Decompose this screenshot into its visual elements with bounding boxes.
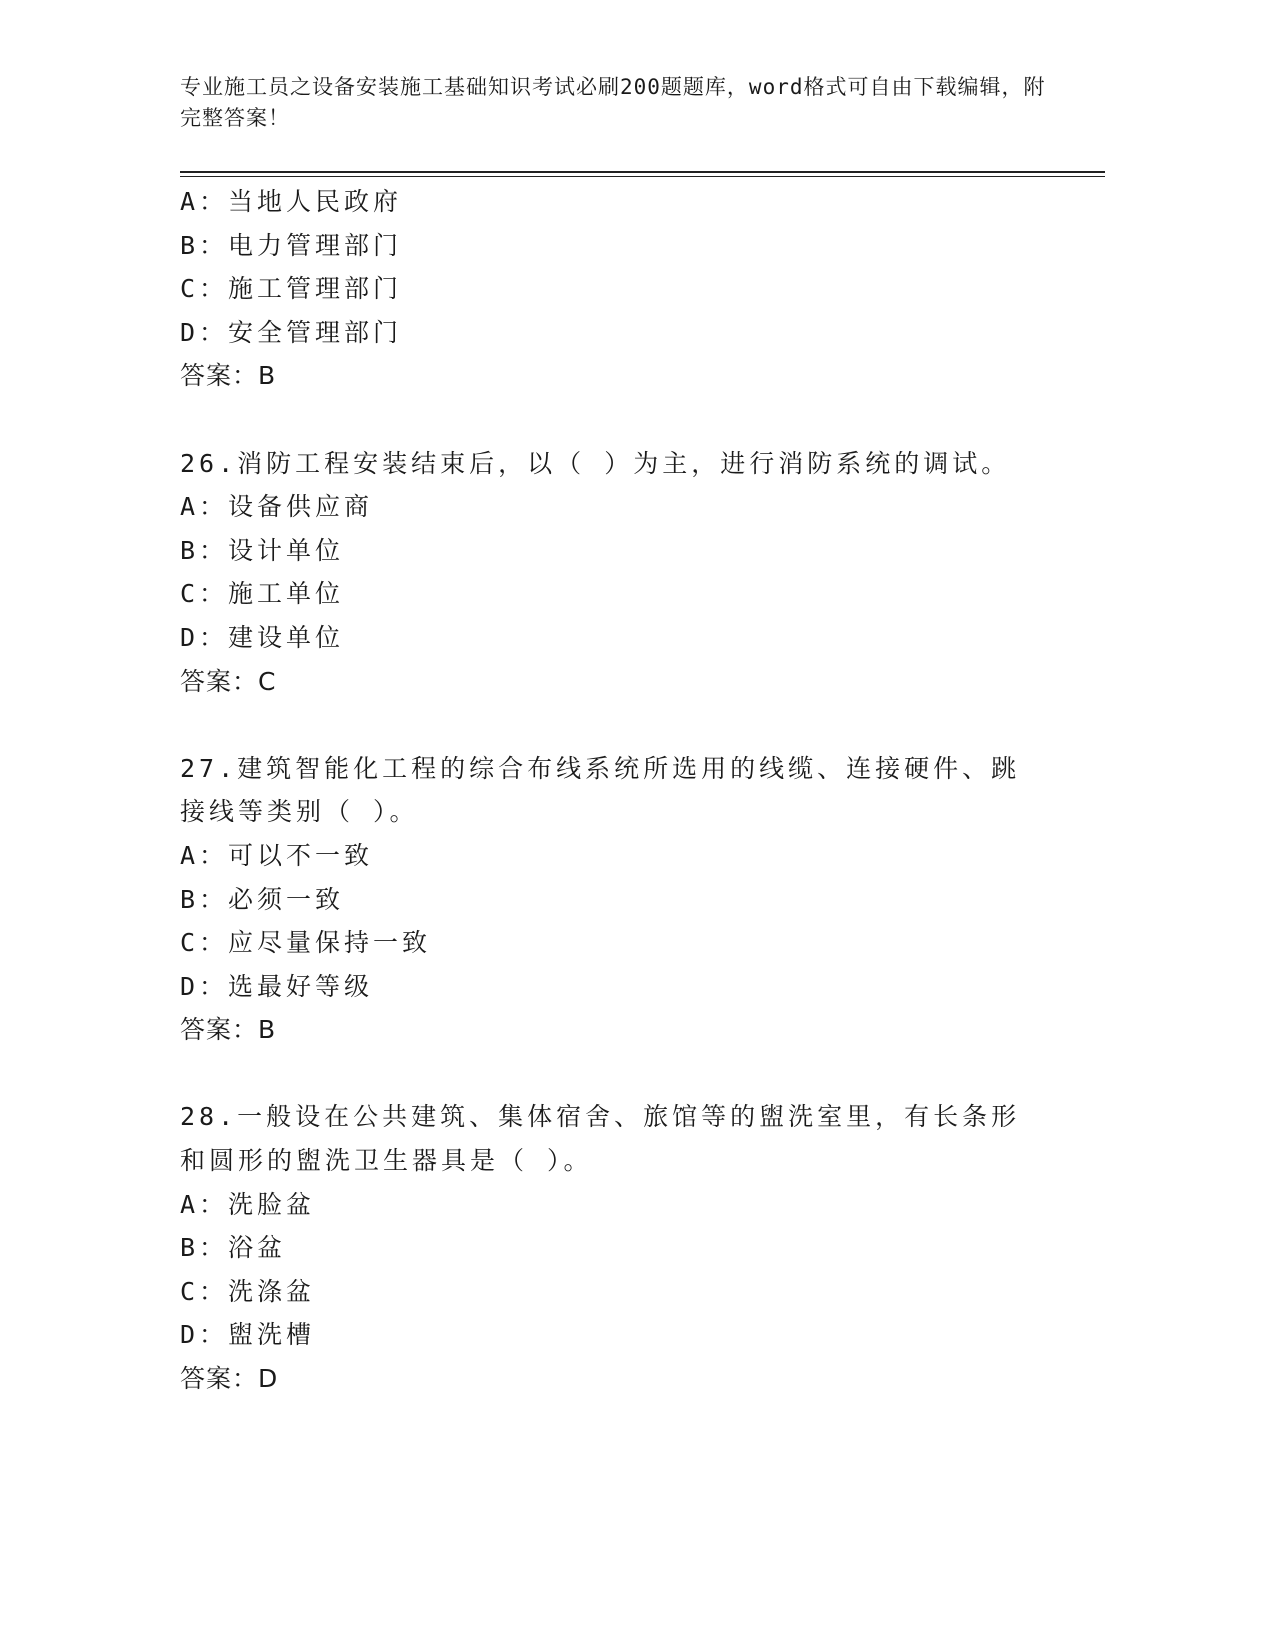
option-d: D：建设单位	[180, 622, 345, 652]
answer-line: 答案：B	[180, 1015, 277, 1045]
answer-line: 答案：B	[180, 361, 277, 391]
question-25-continuation	[180, 180, 1080, 398]
option-c: C：施工管理部门	[180, 274, 403, 304]
option-c: C：应尽量保持一致	[180, 928, 432, 958]
option-b: B：必须一致	[180, 884, 345, 914]
header-divider-thin	[180, 176, 1105, 177]
header-divider-thick	[180, 171, 1105, 173]
question-list	[180, 180, 1080, 1401]
answer-line: 答案：D	[180, 1364, 279, 1394]
spacer	[180, 1052, 1080, 1096]
spacer	[180, 398, 1080, 442]
question-text: 26.消防工程安装结束后，以（ ）为主，进行消防系统的调试。	[180, 448, 1011, 478]
question-text: 28.一般设在公共建筑、集体宿舍、旅馆等的盥洗室里，有长条形和圆形的盥洗卫生器具是（ ）。	[180, 1102, 1021, 1176]
option-c: C：洗涤盆	[180, 1276, 316, 1306]
option-d: D：安全管理部门	[180, 317, 403, 347]
question-28	[180, 1095, 1080, 1400]
option-a: A：设备供应商	[180, 492, 374, 522]
option-b: B：设计单位	[180, 535, 345, 565]
option-d: D：盥洗槽	[180, 1320, 316, 1350]
option-d: D：选最好等级	[180, 971, 374, 1001]
question-27	[180, 747, 1080, 1052]
answer-line: 答案：C	[180, 666, 277, 696]
question-text: 27.建筑智能化工程的综合布线系统所选用的线缆、连接硬件、跳接线等类别（ ）。	[180, 753, 1021, 827]
option-c: C：施工单位	[180, 579, 345, 609]
option-b: B：浴盆	[180, 1233, 287, 1263]
option-a: A：洗脸盆	[180, 1189, 316, 1219]
option-a: A：可以不一致	[180, 840, 374, 870]
document-header: 专业施工员之设备安装施工基础知识考试必刷200题题库，word格式可自由下载编辑，附完整答案！	[180, 75, 1046, 130]
question-26	[180, 442, 1080, 704]
option-a: A：当地人民政府	[180, 187, 403, 216]
spacer	[180, 703, 1080, 747]
option-b: B：电力管理部门	[180, 230, 403, 260]
